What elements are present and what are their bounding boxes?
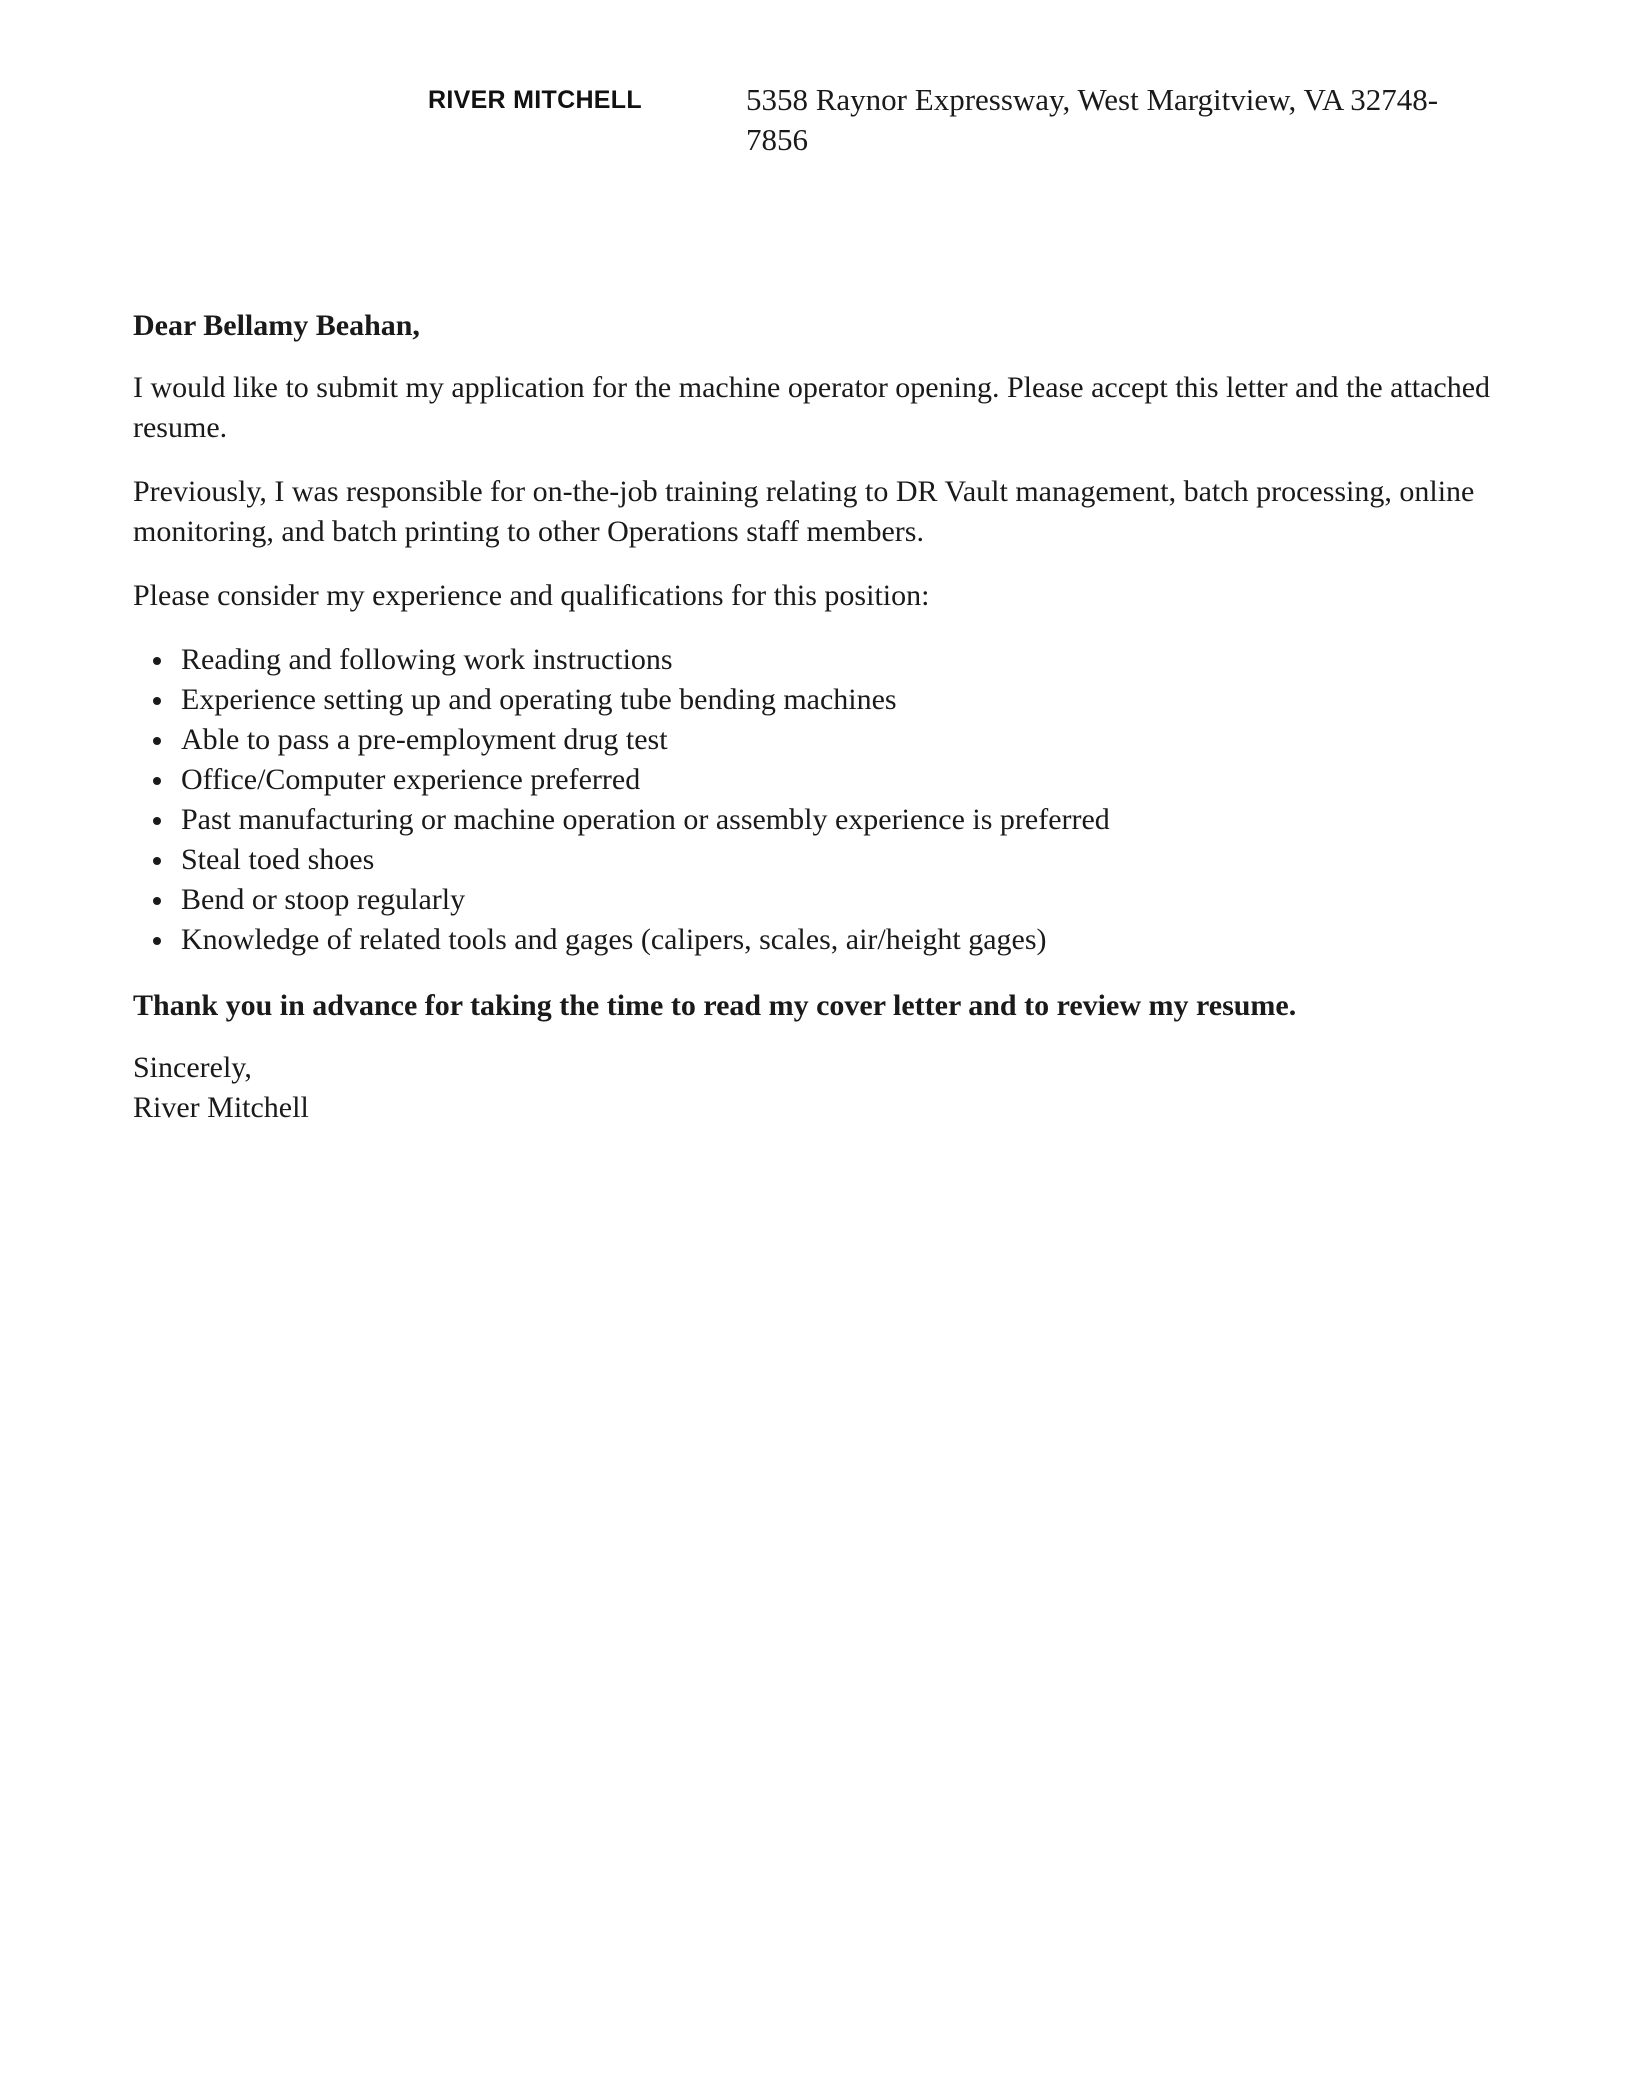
bullet-icon bbox=[153, 937, 161, 945]
list-item bbox=[133, 800, 1503, 840]
list-item bbox=[133, 640, 1503, 680]
qualifications-intro: Please consider my experience and qualifications for this position: bbox=[133, 579, 930, 612]
list-item-text: Able to pass a pre-employment drug test bbox=[181, 723, 668, 756]
bullet-icon bbox=[153, 697, 161, 705]
intro-paragraph: I would like to submit my application for the machine operator opening. Please accept this letter and the attached resume. bbox=[133, 371, 1491, 444]
list-item bbox=[133, 880, 1503, 920]
thanks-paragraph: Thank you in advance for taking the time to read my cover letter and to review my resume. bbox=[133, 989, 1297, 1022]
qualifications-list bbox=[133, 640, 1503, 960]
list-item-text: Experience setting up and operating tube bending machines bbox=[181, 683, 897, 716]
list-item bbox=[133, 720, 1503, 760]
list-item-text: Reading and following work instructions bbox=[181, 643, 673, 676]
list-item-text: Bend or stoop regularly bbox=[181, 883, 466, 916]
list-item-text: Office/Computer experience preferred bbox=[181, 763, 641, 796]
list-item-text: Steal toed shoes bbox=[181, 843, 375, 876]
closing: Sincerely, bbox=[133, 1051, 252, 1084]
header-address: 5358 Raynor Expressway, West Margitview, VA 32748-7856 bbox=[746, 82, 1439, 157]
signature-name: River Mitchell bbox=[133, 1091, 309, 1124]
bullet-icon bbox=[153, 777, 161, 785]
list-item bbox=[133, 920, 1503, 960]
list-item-text: Past manufacturing or machine operation or assembly experience is preferred bbox=[181, 803, 1110, 836]
list-item bbox=[133, 840, 1503, 880]
bullet-icon bbox=[153, 897, 161, 905]
list-item bbox=[133, 680, 1503, 720]
bullet-icon bbox=[153, 857, 161, 865]
list-item-text: Knowledge of related tools and gages (calipers, scales, air/height gages) bbox=[181, 923, 1047, 956]
bullet-icon bbox=[153, 737, 161, 745]
experience-paragraph: Previously, I was responsible for on-the-job training relating to DR Vault management, batch processing, online monitoring, and batch printing to other Operations staff members. bbox=[133, 475, 1475, 548]
letter-body bbox=[133, 306, 1503, 1128]
header-name: RIVER MITCHELL bbox=[428, 86, 642, 114]
salutation: Dear Bellamy Beahan, bbox=[133, 309, 420, 342]
bullet-icon bbox=[153, 817, 161, 825]
bullet-icon bbox=[153, 657, 161, 665]
list-item bbox=[133, 760, 1503, 800]
